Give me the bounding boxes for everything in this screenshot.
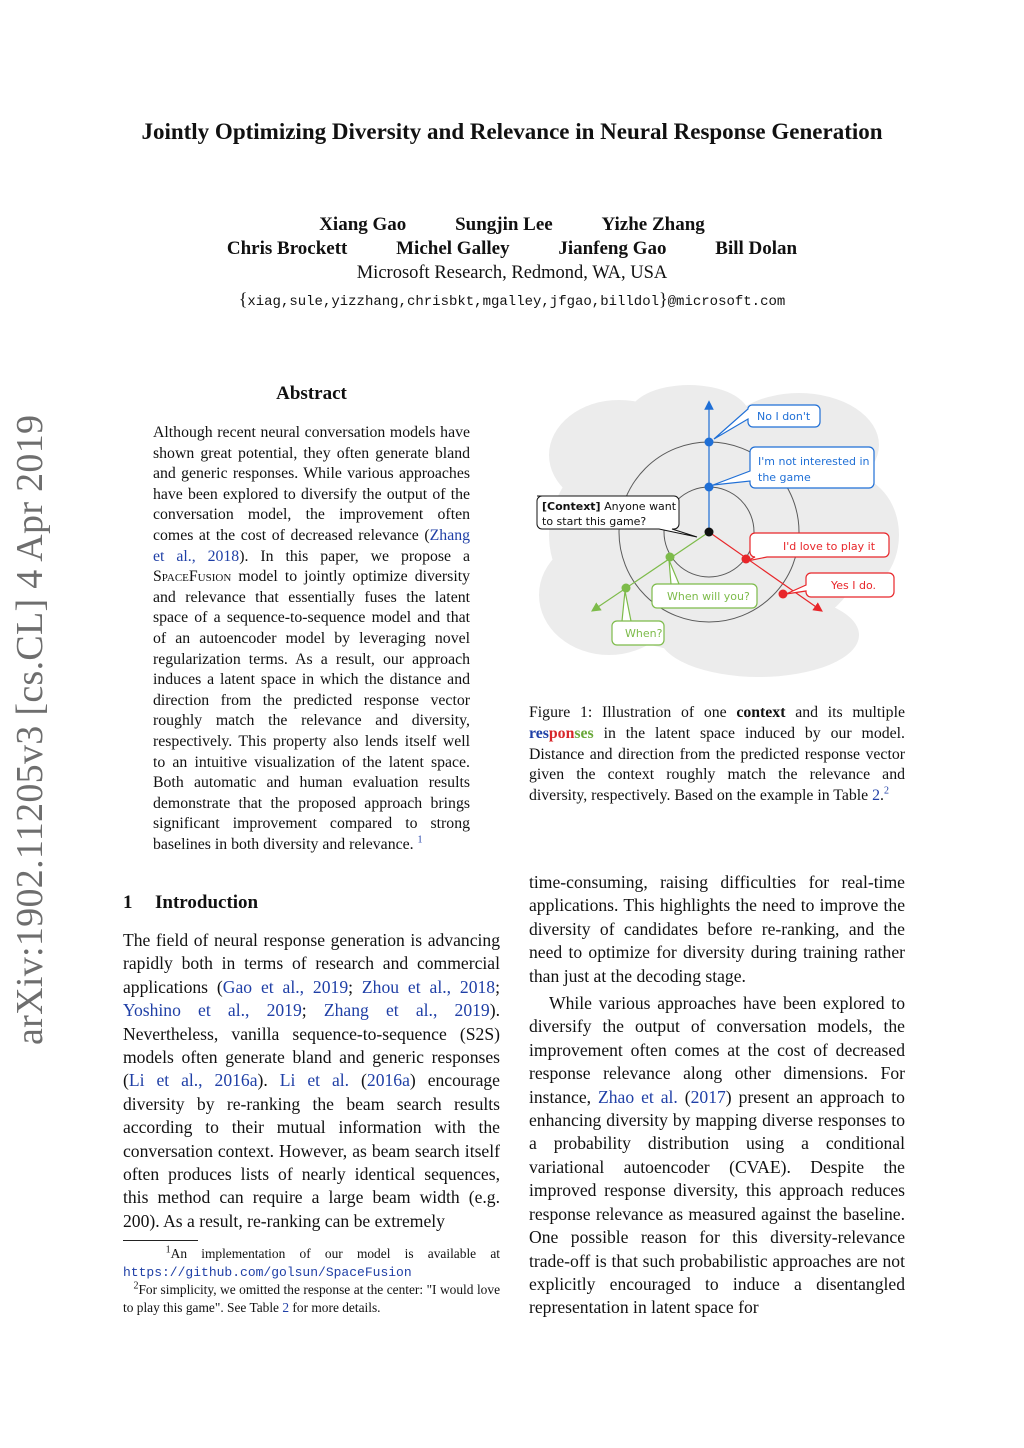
text: The field of neural response generation is advancing rapidly both in terms of research and commercial applications ( bbox=[123, 930, 500, 997]
context-label: [Context] bbox=[542, 500, 601, 513]
response-point-green bbox=[666, 553, 675, 562]
footnote-url-link[interactable]: https://github.com/golsun/SpaceFusion bbox=[123, 1264, 412, 1280]
response-point-green bbox=[622, 584, 631, 593]
section-title: Introduction bbox=[155, 892, 259, 913]
figure-svg bbox=[529, 385, 907, 677]
model-name: SpaceFusion bbox=[153, 568, 232, 586]
response-point-blue bbox=[705, 438, 714, 447]
citation-link[interactable]: Zhang et al., 2019 bbox=[323, 1000, 490, 1021]
abstract-text: model to jointly optimize diversity and relevance that essentially fuses the latent space of a sequence-to-sequence model and that of an autoencoder model by leveraging novel regularization terms. As a result, our approach induces a latent space in which the distance and direction from the predicted response vector roughly match the relevance and diversity, respectively. This property also lends itself well to an intuitive visualization of the latent space. Both automatic and human evaluation results demonstrate that the proposed approach brings significant improvement compared to strong baselines in both diversity and relevance. bbox=[153, 568, 470, 853]
author-name: Yizhe Zhang bbox=[601, 214, 705, 235]
author-name: Bill Dolan bbox=[715, 238, 798, 259]
caption-text: . bbox=[880, 787, 884, 805]
paragraph bbox=[123, 929, 500, 1233]
response-text: the game bbox=[758, 471, 811, 484]
abstract-heading: Abstract bbox=[276, 383, 347, 404]
citation-link[interactable]: Gao et al., 2019 bbox=[222, 976, 349, 997]
text: ( bbox=[677, 1086, 691, 1107]
text: While various approaches have been explored to diversify the output of conversation models, the improvement often comes at the cost of decreased response relevance along other dimensions. For instance, bbox=[529, 993, 905, 1107]
email-brace-open: { bbox=[238, 289, 248, 309]
footnote-number: 1 bbox=[165, 1244, 171, 1256]
text: ; bbox=[348, 976, 362, 997]
citation-link[interactable]: Zhao et al. bbox=[597, 1086, 678, 1107]
response-point-red bbox=[742, 555, 751, 564]
context-text: Anyone want bbox=[600, 500, 677, 513]
affiliation: Microsoft Research, Redmond, WA, USA bbox=[356, 263, 668, 283]
caption-responses-word-part: pon bbox=[548, 724, 575, 742]
text: ; bbox=[301, 1000, 324, 1021]
table-ref-link[interactable]: 2 bbox=[282, 1299, 290, 1315]
footnote-text: for more details. bbox=[289, 1299, 381, 1315]
context-point bbox=[705, 528, 714, 537]
footnotes bbox=[123, 1245, 500, 1316]
response-bubble-love bbox=[747, 533, 889, 561]
citation-link[interactable]: 2017 bbox=[690, 1086, 726, 1107]
text: ; bbox=[495, 976, 500, 997]
author-line-1 bbox=[120, 214, 904, 236]
citation-link[interactable]: Zhou et al., 2018 bbox=[361, 976, 496, 997]
caption-text: Figure 1: Illustration of one bbox=[529, 704, 737, 721]
citation-link[interactable]: Yoshino et al., 2019 bbox=[123, 1000, 302, 1021]
abstract-body bbox=[153, 423, 470, 855]
abstract-text: ). In this paper, we propose a bbox=[239, 547, 470, 565]
text: ). Nevertheless, vanilla sequence-to-sequence (S2S) models often generate bland and generic responses ( bbox=[123, 1000, 500, 1091]
arxiv-identifier: arXiv:1902.11205v3 [cs.CL] 4 Apr 2019 bbox=[9, 414, 51, 1045]
response-text: I'd love to play it bbox=[783, 540, 876, 553]
context-text: to start this game? bbox=[542, 515, 647, 528]
text: ( bbox=[349, 1070, 367, 1091]
author-name: Xiang Gao bbox=[319, 214, 407, 235]
response-text: No I don't bbox=[757, 410, 811, 423]
author-emails bbox=[120, 289, 904, 310]
cloud-background bbox=[539, 385, 899, 677]
caption-responses-word-part: ses bbox=[574, 724, 594, 742]
paragraph: time-consuming, raising difficulties for real-time applications. This highlights the need to improve the diversity of candidates before re-ranking, and the need to optimize for diversity during training rather than just at the decoding stage. bbox=[529, 872, 905, 986]
footnote-number: 2 bbox=[133, 1280, 139, 1292]
footnote-text: For simplicity, we omitted the response at the center: "I would love to play this game". See Table bbox=[123, 1282, 501, 1315]
footnote-1 bbox=[123, 1245, 500, 1281]
citation-link[interactable]: Zhang et al., 2018 bbox=[153, 526, 470, 565]
email-domain: @microsoft.com bbox=[667, 294, 786, 310]
email-brace-close: } bbox=[659, 289, 668, 309]
author-name: Jianfeng Gao bbox=[558, 238, 667, 259]
figure-latent-space bbox=[529, 385, 907, 677]
citation-link[interactable]: Li et al., 2016a bbox=[128, 1070, 258, 1091]
text: ). bbox=[257, 1070, 280, 1091]
caption-text: and its multiple bbox=[785, 704, 905, 721]
citation-link[interactable]: 2016a bbox=[366, 1070, 410, 1091]
footnote-marker[interactable]: 2 bbox=[883, 785, 889, 797]
response-text: When? bbox=[625, 627, 663, 640]
response-text: I'm not interested in bbox=[758, 455, 870, 468]
footnote-rule bbox=[123, 1240, 198, 1241]
figure-caption bbox=[529, 703, 905, 807]
footnote-2 bbox=[123, 1281, 500, 1316]
response-text: Yes I do. bbox=[831, 579, 877, 592]
response-text: When will you? bbox=[667, 590, 750, 603]
text: ) encourage diversity by re-ranking the beam search results according to their mutual information with the conversation context. However, as beam search itself often produces lists of nearly identical sequences, this method can require a large beam width (e.g. 200). As a result, re-ranking can be extremely bbox=[123, 1070, 500, 1231]
author-name: Michel Galley bbox=[396, 238, 510, 259]
author-name: Sungjin Lee bbox=[455, 214, 553, 235]
paper-title: Jointly Optimizing Diversity and Relevance in Neural Response Generation bbox=[141, 119, 883, 144]
footnote-text: An implementation of our model is available at bbox=[170, 1246, 500, 1261]
response-point-blue bbox=[705, 483, 714, 492]
paragraph bbox=[529, 992, 905, 1320]
caption-context-word: context bbox=[736, 704, 786, 721]
table-ref-link[interactable]: 2 bbox=[872, 787, 881, 805]
section-number: 1 bbox=[123, 892, 133, 913]
caption-responses-word-part: res bbox=[529, 724, 549, 742]
section-heading-introduction bbox=[123, 892, 258, 914]
svg-text:[Context] Anyone want bbox=[542, 500, 677, 513]
abstract-text: Although recent neural conversation models have shown great potential, they often generate bland and generic responses. While various approaches have been explored to diversify the output of the conversation model, the improvement often comes at the cost of decreased relevance ( bbox=[153, 424, 470, 544]
caption-text: in the latent space induced by our model. Distance and direction from the predicted response vector given the context roughly match the relevance and diversity, respectively. Based on the example in Table bbox=[529, 724, 905, 805]
citation-link[interactable]: Li et al. bbox=[279, 1070, 350, 1091]
email-names: xiag,sule,yizzhang,chrisbkt,mgalley,jfgao,billdol bbox=[247, 294, 660, 310]
author-name: Chris Brockett bbox=[226, 238, 348, 259]
author-line-2 bbox=[120, 238, 904, 260]
text: ) present an approach to enhancing diversity by mapping diverse responses to a probability distribution using a conditional variational autoencoder (CVAE). Despite the improved response diversity, this approach reduces response relevance as measured against the baseline. One possible reason for this diversity-relevance trade-off is that such probabilistic approaches are not explicitly encouraged to induce a disentangled representation in latent space for bbox=[529, 1086, 905, 1318]
introduction-body bbox=[123, 929, 500, 1233]
right-column-body bbox=[529, 871, 905, 1320]
footnote-marker[interactable]: 1 bbox=[417, 834, 423, 846]
